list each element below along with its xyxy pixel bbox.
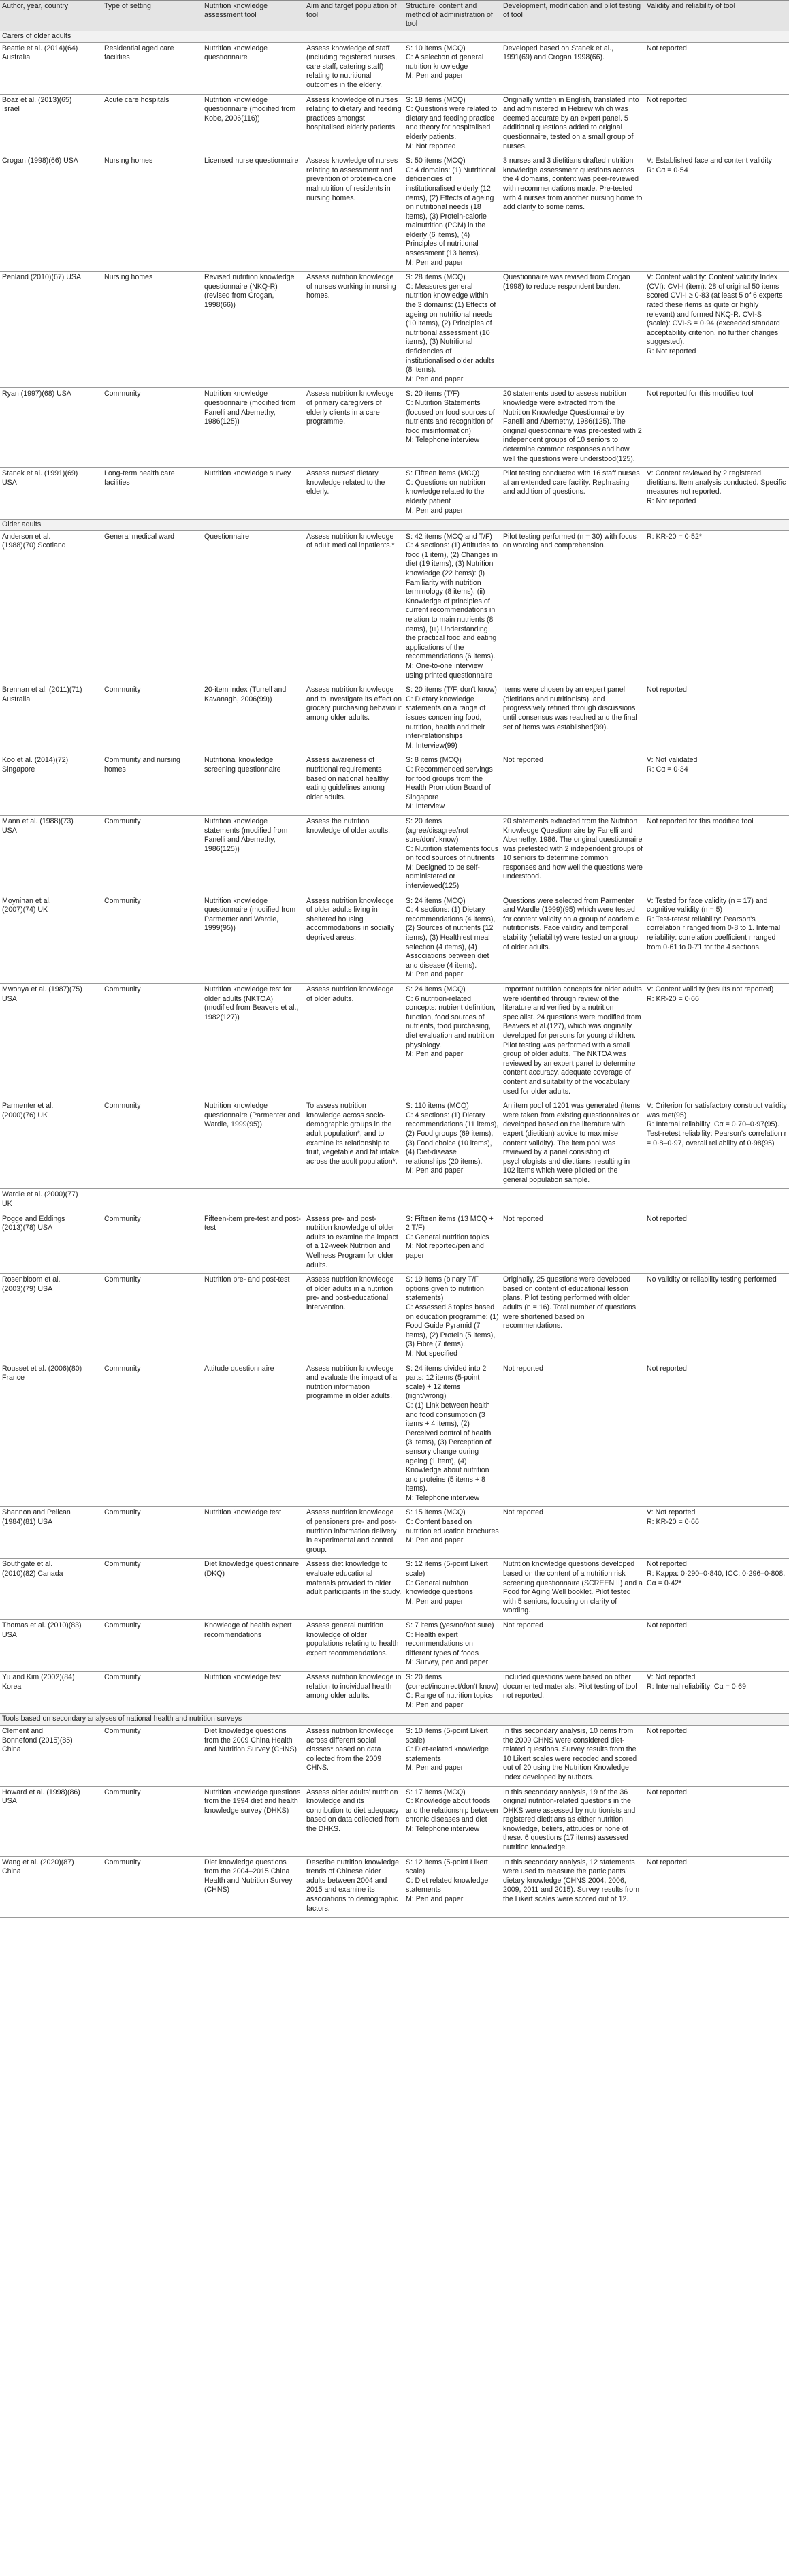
structure-cell [404,1189,501,1213]
table-row [0,1274,789,1363]
validity-cell [645,1189,789,1213]
setting-cell: Community [102,815,202,895]
structure-cell: S: 18 items (MCQ) C: Questions were related to dietary and feeding practice and theory for hospitalised elderly patients. M: Not reported [404,94,501,155]
author-cell: Ryan (1997)(68) USA [0,388,102,468]
section-title: Carers of older adults [0,31,789,43]
development-cell: 20 statements extracted from the Nutrition Knowledge Questionnaire by Fanelli and Abernethy, 1986. The original questionnaire was pretested with 2 independent groups of 10 seniors to determine common responses and how well the questions were understood. [501,815,645,895]
author-cell: Beattie et al. (2014)(64) Australia [0,42,102,94]
development-cell: Nutrition knowledge questions developed based on the content of a nutrition risk screening questionnaire (SCREEN II) and a Food for Aging Well booklet. Pilot tested with 5 seniors, focusing on clarity of wording. [501,1559,645,1620]
header-tool: Nutrition knowledge assessment tool [202,1,304,31]
development-cell: Included questions were based on other documented materials. Pilot testing of tool not reported. [501,1671,645,1713]
tool-cell: Diet knowledge questions from the 2009 China Health and Nutrition Survey (CHNS) [202,1725,304,1786]
development-cell: 20 statements used to assess nutrition knowledge were extracted from the Nutrition Knowledge Questionnaire by Fanelli and Abernethy, 1986(125). The original questionnaire was pre-tested with 2 independent groups of 10 seniors to determine common responses and how well the questions were understood(125). [501,388,645,468]
header-structure: Structure, content and method of administration of tool [404,1,501,31]
structure-cell: S: 10 items (5-point Likert scale) C: Diet-related knowledge statements M: Pen and paper [404,1725,501,1786]
structure-cell: S: 15 items (MCQ) C: Content based on nutrition education brochures M: Pen and paper [404,1507,501,1559]
aim-cell: Assess nutrition knowledge of adult medical inpatients.* [304,530,404,684]
table-row [0,530,789,684]
aim-cell: Assess nutrition knowledge of older adults living in sheltered housing accommodations in socially deprived areas. [304,895,404,983]
aim-cell: Assess awareness of nutritional requirements based on national healthy eating guidelines among older adults. [304,754,404,816]
author-cell: Brennan et al. (2011)(71) Australia [0,684,102,754]
development-cell: Not reported [501,1213,645,1274]
aim-cell: Assess nutrition knowledge across different social classes* based on data collected from the 2009 CHNS. [304,1725,404,1786]
aim-cell: Assess knowledge of staff (including registered nurses, care staff, catering staff) relating to nutritional outcomes in the elderly. [304,42,404,94]
aim-cell: Assess nutrition knowledge of primary caregivers of elderly clients in a care programme. [304,388,404,468]
validity-cell: Not reported R: Kappa: 0·290–0·840, ICC: 0·296–0·808. Cα = 0·42* [645,1559,789,1620]
development-cell: Pilot testing conducted with 16 staff nurses at an extended care facility. Rephrasing and addition of questions. [501,468,645,520]
validity-cell: V: Content validity (results not reported) R: KR-20 = 0·66 [645,984,789,1100]
header-validity: Validity and reliability of tool [645,1,789,31]
development-cell: Items were chosen by an expert panel (dietitians and nutritionists), and progressively refined through discussions until consensus was reached and the final set of items was established(99). [501,684,645,754]
author-cell: Rousset et al. (2006)(80) France [0,1363,102,1507]
aim-cell: Assess nutrition knowledge and to investigate its effect on grocery purchasing behaviour among older adults. [304,684,404,754]
development-cell: Questionnaire was revised from Crogan (1998) to reduce respondent burden. [501,272,645,388]
tool-cell: Nutrition knowledge questionnaire (modified from Fanelli and Abernethy, 1986(125)) [202,388,304,468]
development-cell: An item pool of 1201 was generated (items were taken from existing questionnaires or developed based on the literature with expert (dietitian) advice to maximise content validity). The item pool was reviewed by a panel consisting of psychologists and dietitians, resulting in 102 items which were piloted on the general population sample. [501,1100,645,1189]
tool-cell: Nutrition knowledge questionnaire [202,42,304,94]
tool-cell: Nutrition knowledge statements (modified from Fanelli and Abernethy, 1986(125)) [202,815,304,895]
tool-cell: Licensed nurse questionnaire [202,155,304,272]
table-row [0,895,789,983]
structure-cell: S: 24 items divided into 2 parts: 12 items (5-point scale) + 12 items (right/wrong) C: (1) Link between health and food consumption (3 items + 4 items), (2) Perceived control of health (3 items), (3) Perception of sensory change during ageing (1 item), (4) Knowledge about nutrition and proteins (5 items + 8 items). M: Telephone interview [404,1363,501,1507]
aim-cell: To assess nutrition knowledge across socio-demographic groups in the adult population*, and to examine its relationship to fruit, vegetable and fat intake across the adult population*. [304,1100,404,1189]
table-row [0,388,789,468]
setting-cell: Community [102,1671,202,1713]
validity-cell: Not reported [645,1213,789,1274]
author-cell: Wardle et al. (2000)(77) UK [0,1189,102,1213]
structure-cell: S: 42 items (MCQ and T/F) C: 4 sections: (1) Attitudes to food (1 item), (2) Changes in diet (19 items), (3) Nutrition knowledge (22 items): (i) Familiarity with nutrition terminology (8 items), (ii) Knowledge of principles of current recommendations in relation to main nutrients (8 items), (iii) Understanding the practical food and eating applications of the recommendations (6 items). M: One-to-one interview using printed questionnaire [404,530,501,684]
development-cell: Not reported [501,754,645,816]
author-cell: Boaz et al. (2013)(65) Israel [0,94,102,155]
tool-cell: Nutrition knowledge survey [202,468,304,520]
tool-cell: Nutrition knowledge questions from the 1994 diet and health knowledge survey (DHKS) [202,1786,304,1856]
validity-cell: Not reported [645,1856,789,1918]
section-title: Tools based on secondary analyses of national health and nutrition surveys [0,1714,789,1726]
setting-cell: Nursing homes [102,155,202,272]
structure-cell: S: 24 items (MCQ) C: 4 sections: (1) Dietary recommendations (4 items), (2) Sources of nutrients (12 items), (3) Healthiest meal selection (4 items), (4) Associations between diet and disease (4 items). M: Pen and paper [404,895,501,983]
setting-cell: Community [102,1786,202,1856]
development-cell: In this secondary analysis, 12 statements were used to measure the participants' dietary knowledge (CHNS 2004, 2006, 2009, 2011 and 2015). Survey results from the Likert scales were scored out of 12. [501,1856,645,1918]
development-cell: Not reported [501,1363,645,1507]
tool-cell: Nutrition knowledge questionnaire (modified from Parmenter and Wardle, 1999(95)) [202,895,304,983]
structure-cell: S: 8 items (MCQ) C: Recommended servings for food groups from the Health Promotion Board of Singapore M: Interview [404,754,501,816]
section-row [0,31,789,43]
author-cell: Mann et al. (1988)(73) USA [0,815,102,895]
setting-cell: Nursing homes [102,272,202,388]
section-title: Older adults [0,520,789,531]
header-author: Author, year, country [0,1,102,31]
development-cell: Pilot testing performed (n = 30) with focus on wording and comprehension. [501,530,645,684]
aim-cell: Assess nutrition knowledge of older adults. [304,984,404,1100]
structure-cell: S: 20 items (T/F) C: Nutrition Statements (focused on food sources of nutrients and recognition of food misinformation) M: Telephone interview [404,388,501,468]
aim-cell: Assess knowledge of nurses relating to assessment and prevention of protein-calorie malnutrition of residents in nursing homes. [304,155,404,272]
table-row [0,1213,789,1274]
validity-cell: V: Criterion for satisfactory construct validity was met(95) R: Internal reliability: Cα = 0·70–0·97(95). Test-retest reliability: Pearson's correlation r = 0·8–0·97, overall reliability of 0·98(95) [645,1100,789,1189]
section-row [0,1714,789,1726]
aim-cell: Assess diet knowledge to evaluate educational materials provided to older adult participants in the study. [304,1559,404,1620]
author-cell: Clement and Bonnefond (2015)(85) China [0,1725,102,1786]
validity-cell: Not reported [645,1786,789,1856]
author-cell: Wang et al. (2020)(87) China [0,1856,102,1918]
validity-cell: V: Established face and content validity R: Cα = 0·54 [645,155,789,272]
author-cell: Pogge and Eddings (2013)(78) USA [0,1213,102,1274]
development-cell: Not reported [501,1507,645,1559]
development-cell: Developed based on Stanek et al., 1991(69) and Crogan 1998(66). [501,42,645,94]
tool-cell: Nutrition knowledge test [202,1671,304,1713]
tool-cell: Revised nutrition knowledge questionnaire (NKQ-R) (revised from Crogan, 1998(66)) [202,272,304,388]
table-row [0,684,789,754]
author-cell: Mwonya et al. (1987)(75) USA [0,984,102,1100]
validity-cell: V: Not reported R: Internal reliability: Cα = 0·69 [645,1671,789,1713]
development-cell: Originally, 25 questions were developed based on content of educational lesson plans. Pilot testing performed with older adults (n = 16). Total number of questions were shortened based on recommendations. [501,1274,645,1363]
author-cell: Koo et al. (2014)(72) Singapore [0,754,102,816]
development-cell: Important nutrition concepts for older adults were identified through review of the literature and verified by a nutrition specialist. 24 questions were modified from Beavers et al.(127), which was originally developed for persons for young children. Pilot testing was performed with a small group of older adults. The NKTOA was reviewed by an expert panel to determine content accuracy, adequate coverage of content and suitability of the vocabulary used for older adults. [501,984,645,1100]
validity-cell: Not reported for this modified tool [645,815,789,895]
structure-cell: S: 20 items (correct/incorrect/don't know) C: Range of nutrition topics M: Pen and paper [404,1671,501,1713]
validity-cell: Not reported [645,94,789,155]
setting-cell: Community [102,984,202,1100]
development-cell: Questions were selected from Parmenter and Wardle (1999)(95) which were tested for content validity on a group of academic nutritionists. Face validity and temporal stability (reliability) were tested on a group of older adults. [501,895,645,983]
validity-cell: Not reported [645,42,789,94]
header-row [0,1,789,31]
table-row [0,155,789,272]
table-row [0,815,789,895]
tool-cell: Nutrition pre- and post-test [202,1274,304,1363]
development-cell: In this secondary analysis, 10 items from the 2009 CHNS were considered diet-related questions. Survey results from the 10 Likert scales were recoded and scored out of 20 using the Nutrition Knowledge Index developed by authors. [501,1725,645,1786]
setting-cell: General medical ward [102,530,202,684]
setting-cell: Community and nursing homes [102,754,202,816]
tool-cell: Diet knowledge questionnaire (DKQ) [202,1559,304,1620]
aim-cell: Assess older adults' nutrition knowledge and its contribution to diet adequacy based on data collected from the DHKS. [304,1786,404,1856]
aim-cell: Describe nutrition knowledge trends of Chinese older adults between 2004 and 2015 and examine its associations to demographic factors. [304,1856,404,1918]
aim-cell: Assess pre- and post-nutrition knowledge of older adults to examine the impact of a 12-week Nutrition and Wellness Program for older adults. [304,1213,404,1274]
section-row [0,520,789,531]
validity-cell: V: Not reported R: KR-20 = 0·66 [645,1507,789,1559]
author-cell: Rosenbloom et al. (2003)(79) USA [0,1274,102,1363]
validity-cell: V: Not validated R: Cα = 0·34 [645,754,789,816]
aim-cell: Assess nutrition knowledge of older adults in a nutrition pre- and post-educational intervention. [304,1274,404,1363]
tool-cell: Nutrition knowledge questionnaire (modified from Kobe, 2006(116)) [202,94,304,155]
setting-cell: Acute care hospitals [102,94,202,155]
tool-cell: Knowledge of health expert recommendations [202,1620,304,1672]
setting-cell: Community [102,388,202,468]
setting-cell: Community [102,1856,202,1918]
aim-cell: Assess general nutrition knowledge of older populations relating to health expert recommendations. [304,1620,404,1672]
validity-cell: Not reported [645,1725,789,1786]
setting-cell: Community [102,1620,202,1672]
author-cell: Thomas et al. (2010)(83) USA [0,1620,102,1672]
structure-cell: S: 17 items (MCQ) C: Knowledge about foods and the relationship between chronic diseases and diet M: Telephone interview [404,1786,501,1856]
table-row [0,1189,789,1213]
structure-cell: S: 50 items (MCQ) C: 4 domains: (1) Nutritional deficiencies of institutionalised elderly (12 items), (2) Effects of ageing on nutritional needs (18 items), (3) Protein-calorie malnutrition (PCM) in the elderly (6 items), (4) Principles of nutritional assessment (13 items). M: Pen and paper [404,155,501,272]
setting-cell: Community [102,1213,202,1274]
structure-cell: S: 12 items (5-point Likert scale) C: Diet related knowledge statements M: Pen and paper [404,1856,501,1918]
structure-cell: S: Fifteen items (13 MCQ + 2 T/F) C: General nutrition topics M: Not reported/pen and paper [404,1213,501,1274]
structure-cell: S: 19 items (binary T/F options given to nutrition statements) C: Assessed 3 topics based on education programme: (1) Food Guide Pyramid (7 items), (2) Protein (5 items), (3) Fibre (7 items). M: Not specified [404,1274,501,1363]
setting-cell [102,1189,202,1213]
setting-cell: Community [102,1725,202,1786]
structure-cell: S: 28 items (MCQ) C: Measures general nutrition knowledge within the 3 domains: (1) Effects of ageing on nutritional needs (10 items), (2) Principles of nutritional assessment (10 items), (3) Nutritional deficiencies of institutionalised older adults (8 items). M: Pen and paper [404,272,501,388]
author-cell: Parmenter et al. (2000)(76) UK [0,1100,102,1189]
author-cell: Howard et al. (1998)(86) USA [0,1786,102,1856]
header-setting: Type of setting [102,1,202,31]
validity-cell: Not reported [645,1620,789,1672]
development-cell: Originally written in English, translated into and administered in Hebrew which was deemed accurate by an expert panel. 5 additional questions added to original questionnaire, tested on a small group of nurses. [501,94,645,155]
development-cell: 3 nurses and 3 dietitians drafted nutrition knowledge assessment questions across the 4 domains, content was peer-reviewed with recommendations made. Pre-tested with 4 nurses from another nursing home to add clarity to some items. [501,155,645,272]
tool-cell: Nutrition knowledge test [202,1507,304,1559]
author-cell: Crogan (1998)(66) USA [0,155,102,272]
tool-cell: Attitude questionnaire [202,1363,304,1507]
table-row [0,1671,789,1713]
setting-cell: Community [102,1559,202,1620]
tool-cell: Diet knowledge questions from the 2004–2015 China Health and Nutrition Survey (CHNS) [202,1856,304,1918]
tool-cell: Nutrition knowledge test for older adults (NKTOA) (modified from Beavers et al., 1982(127)) [202,984,304,1100]
table-row [0,984,789,1100]
aim-cell [304,1189,404,1213]
table-row [0,42,789,94]
validity-cell: V: Content reviewed by 2 registered dietitians. Item analysis conducted. Specific measures not reported. R: Not reported [645,468,789,520]
validity-cell: R: KR-20 = 0·52* [645,530,789,684]
table-row [0,1856,789,1918]
table-row [0,1620,789,1672]
author-cell: Southgate et al. (2010)(82) Canada [0,1559,102,1620]
validity-cell: Not reported [645,684,789,754]
setting-cell: Community [102,1363,202,1507]
development-cell: In this secondary analysis, 19 of the 36 original nutrition-related questions in the DHKS were assessed by nutritionists and registered dietitians as either nutrition knowledge, beliefs, attitudes or none of these. 6 questions (17 items) assessed nutrition knowledge. [501,1786,645,1856]
table-row [0,94,789,155]
aim-cell: Assess nutrition knowledge in relation to individual health among older adults. [304,1671,404,1713]
table-body [0,31,789,1918]
structure-cell: S: 10 items (MCQ) C: A selection of general nutrition knowledge M: Pen and paper [404,42,501,94]
setting-cell: Community [102,1100,202,1189]
aim-cell: Assess the nutrition knowledge of older adults. [304,815,404,895]
author-cell: Moynihan et al. (2007)(74) UK [0,895,102,983]
tool-cell: 20-item index (Turrell and Kavanagh, 2006(99)) [202,684,304,754]
table-row [0,1363,789,1507]
validity-cell: V: Tested for face validity (n = 17) and cognitive validity (n = 5) R: Test-retest reliability: Pearson's correlation r ranged from 0·8 to 1. Internal reliability: correlation coefficient r ranged from 0·61 to 0·71 for the 4 sections. [645,895,789,983]
author-cell: Anderson et al. (1988)(70) Scotland [0,530,102,684]
table-row [0,1559,789,1620]
author-cell: Penland (2010)(67) USA [0,272,102,388]
tool-cell: Nutritional knowledge screening questionnaire [202,754,304,816]
aim-cell: Assess nutrition knowledge of pensioners pre- and post-nutrition information delivery in experimental and control group. [304,1507,404,1559]
table-row [0,1507,789,1559]
setting-cell: Community [102,1274,202,1363]
development-cell [501,1189,645,1213]
setting-cell: Long-term health care facilities [102,468,202,520]
author-cell: Stanek et al. (1991)(69) USA [0,468,102,520]
table-row [0,1786,789,1856]
setting-cell: Community [102,684,202,754]
development-cell: Not reported [501,1620,645,1672]
tool-cell: Fifteen-item pre-test and post-test [202,1213,304,1274]
validity-cell: V: Content validity: Content validity Index (CVI): CVI-I (item): 28 of original 50 items scored CVI-I ≥ 0·83 (at least 5 of 6 experts rated these items as quite or highly relevant) and formed NKQ-R. CVI-S (scale): CVI-S = 0·94 (exceeded standard acceptability criterion, no further changes suggested). R: Not reported [645,272,789,388]
aim-cell: Assess nutrition knowledge of nurses working in nursing homes. [304,272,404,388]
tool-cell: Nutrition knowledge questionnaire (Parmenter and Wardle, 1999(95)) [202,1100,304,1189]
header-aim: Aim and target population of tool [304,1,404,31]
structure-cell: S: 110 items (MCQ) C: 4 sections: (1) Dietary recommendations (11 items), (2) Food groups (69 items), (3) Food choice (10 items), (4) Diet-disease relationships (20 items). M: Pen and paper [404,1100,501,1189]
table-row [0,1100,789,1189]
structure-cell: S: 7 items (yes/no/not sure) C: Health expert recommendations on different types of foods M: Survey, pen and paper [404,1620,501,1672]
table-row [0,272,789,388]
structure-cell: S: 24 items (MCQ) C: 6 nutrition-related concepts: nutrient definition, function, food sources of nutrients, food purchasing, diet evaluation and nutrition physiology. M: Pen and paper [404,984,501,1100]
validity-cell: Not reported for this modified tool [645,388,789,468]
structure-cell: S: 20 items (T/F, don't know) C: Dietary knowledge statements on a range of issues concerning food, nutrition, health and their inter-relationships M: Interview(99) [404,684,501,754]
table-row [0,1725,789,1786]
setting-cell: Residential aged care facilities [102,42,202,94]
validity-cell: No validity or reliability testing performed [645,1274,789,1363]
setting-cell: Community [102,1507,202,1559]
setting-cell: Community [102,895,202,983]
table-row [0,468,789,520]
structure-cell: S: 12 items (5-point Likert scale) C: General nutrition knowledge questions M: Pen and paper [404,1559,501,1620]
tool-cell: Questionnaire [202,530,304,684]
structure-cell: S: 20 items (agree/disagree/not sure/don't know) C: Nutrition statements focus on food sources of nutrients M: Designed to be self-administered or interviewed(125) [404,815,501,895]
author-cell: Yu and Kim (2002)(84) Korea [0,1671,102,1713]
header-development: Development, modification and pilot testing of tool [501,1,645,31]
aim-cell: Assess nutrition knowledge and evaluate the impact of a nutrition information programme in older adults. [304,1363,404,1507]
table-row [0,754,789,816]
tool-cell [202,1189,304,1213]
aim-cell: Assess nurses' dietary knowledge related to the elderly. [304,468,404,520]
structure-cell: S: Fifteen items (MCQ) C: Questions on nutrition knowledge related to the elderly patient M: Pen and paper [404,468,501,520]
author-cell: Shannon and Pelican (1984)(81) USA [0,1507,102,1559]
aim-cell: Assess knowledge of nurses relating to dietary and feeding practices amongst hospitalised elderly patients. [304,94,404,155]
validity-cell: Not reported [645,1363,789,1507]
